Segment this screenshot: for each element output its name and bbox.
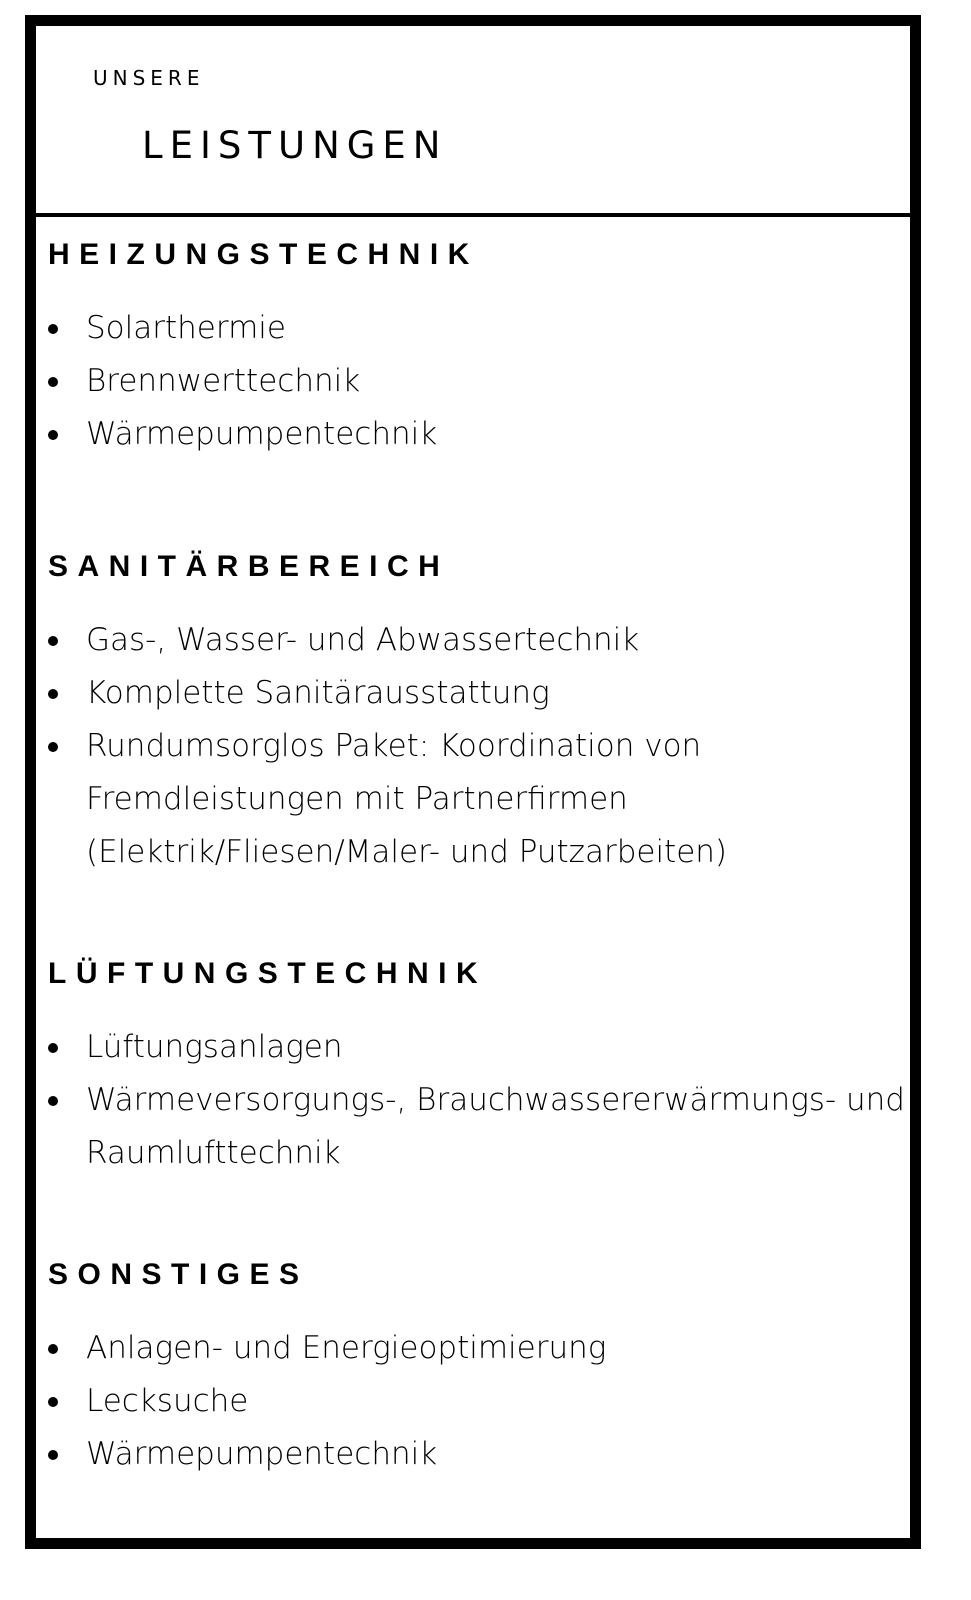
list-item: [48, 302, 941, 355]
list-item-label: Brennwerttechnik: [86, 363, 361, 399]
list-item-label: Wärmepumpentechnik: [86, 416, 438, 452]
page-title: LEISTUNGEN: [142, 124, 448, 167]
service-list: [48, 1322, 941, 1481]
list-item: [48, 1074, 941, 1180]
list-item-label: Anlagen- und Energieoptimierung: [86, 1330, 607, 1366]
section-sanitaerbereich: [48, 550, 941, 879]
list-item: [48, 720, 941, 879]
list-item: [48, 408, 941, 461]
list-item-label: Lüftungsanlagen: [86, 1029, 343, 1065]
service-list: [48, 614, 941, 879]
list-item-label: Gas-, Wasser- und Abwassertechnik: [86, 622, 640, 658]
list-item-label: Wärmepumpentechnik: [86, 1436, 438, 1472]
bullet-icon: [48, 1043, 58, 1053]
bullet-icon: [48, 324, 58, 334]
header-kicker: UNSERE: [93, 66, 205, 90]
bullet-icon: [48, 636, 58, 646]
bullet-icon: [48, 1344, 58, 1354]
card-header: [36, 26, 910, 217]
bullet-icon: [48, 430, 58, 440]
bullet-icon: [48, 377, 58, 387]
section-heading: HEIZUNGSTECHNIK: [48, 238, 479, 271]
service-list: [48, 302, 941, 461]
list-item: [48, 1021, 941, 1074]
section-sonstiges: [48, 1258, 941, 1481]
list-item: [48, 667, 941, 720]
bullet-icon: [48, 1397, 58, 1407]
section-heading: LÜFTUNGSTECHNIK: [48, 957, 488, 990]
section-heading: SANITÄRBEREICH: [48, 550, 450, 583]
list-item-label: Solarthermie: [86, 310, 286, 346]
bullet-icon: [48, 742, 58, 752]
list-item: [48, 355, 941, 408]
list-item-label: Lecksuche: [86, 1383, 249, 1419]
section-heizungstechnik: [48, 238, 941, 461]
list-item: [48, 1428, 941, 1481]
bullet-icon: [48, 1450, 58, 1460]
list-item-label: Komplette Sanitärausstattung: [86, 675, 550, 711]
list-item: [48, 1375, 941, 1428]
list-item-label: Rundumsorglos Paket: Koordination von Fremdleistungen mit Partnerfirmen (Elektrik/Fliesen/Maler- und Putzarbeiten): [86, 728, 728, 870]
bullet-icon: [48, 689, 58, 699]
section-heading: SONSTIGES: [48, 1258, 309, 1291]
bullet-icon: [48, 1096, 58, 1106]
list-item: [48, 1322, 941, 1375]
list-item-label: Wärmeversorgungs-, Brauchwassererwärmungs- und Raumlufttechnik: [86, 1082, 905, 1171]
list-item: [48, 614, 941, 667]
section-lueftungstechnik: [48, 957, 941, 1180]
service-list: [48, 1021, 941, 1180]
